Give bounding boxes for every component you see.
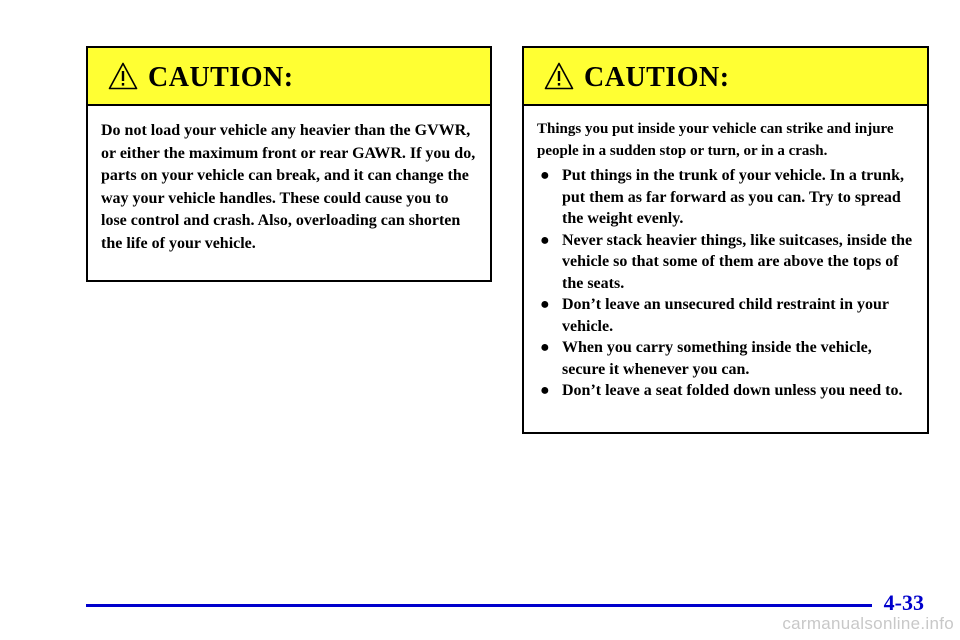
watermark: carmanualsonline.info <box>782 614 954 633</box>
caution-title: CAUTION: <box>584 62 730 93</box>
bullet-icon: ● <box>540 167 550 184</box>
caution-box-overloading <box>86 46 492 282</box>
list-item <box>537 294 917 337</box>
list-item <box>537 230 917 295</box>
list-item-text: When you carry something inside the vehicle, secure it whenever you can. <box>562 339 872 378</box>
list-item <box>537 337 917 380</box>
caution-title: CAUTION: <box>148 62 294 93</box>
bullet-icon: ● <box>540 296 550 313</box>
footer-rule <box>86 604 872 607</box>
caution-body-text: Do not load your vehicle any heavier than the GVWR, or either the maximum front or rear GAWR. If you do, parts on your vehicle can break, and it can change the way your vehicle handles. These could cause you to lose control and crash. Also, overloading can shorten the life of your vehicle. <box>101 122 476 252</box>
caution-bullet-list <box>537 165 917 402</box>
bullet-icon: ● <box>540 231 550 249</box>
list-item-text: Don’t leave a seat folded down unless you need to. <box>562 382 903 399</box>
caution-intro-text: Things you put inside your vehicle can strike and injure people in a sudden stop or turn, or in a crash. <box>537 121 894 159</box>
caution-body <box>524 106 927 402</box>
list-item-text: Put things in the trunk of your vehicle. In a trunk, put them as far forward as you can. Try to spread the weight evenly. <box>562 167 904 227</box>
bullet-icon: ● <box>540 382 550 399</box>
page-number: 4-33 <box>883 590 924 615</box>
caution-box-cargo <box>522 46 929 434</box>
list-item <box>537 380 917 402</box>
caution-header <box>524 48 927 106</box>
list-item-text: Never stack heavier things, like suitcases, inside the vehicle so that some of them are above the tops of the seats. <box>562 231 913 292</box>
warning-triangle-icon <box>108 62 138 90</box>
list-item-text: Don’t leave an unsecured child restraint in your vehicle. <box>562 296 889 335</box>
caution-header <box>88 48 490 106</box>
list-item <box>537 165 917 230</box>
warning-triangle-icon <box>544 62 574 90</box>
bullet-icon: ● <box>540 339 550 356</box>
